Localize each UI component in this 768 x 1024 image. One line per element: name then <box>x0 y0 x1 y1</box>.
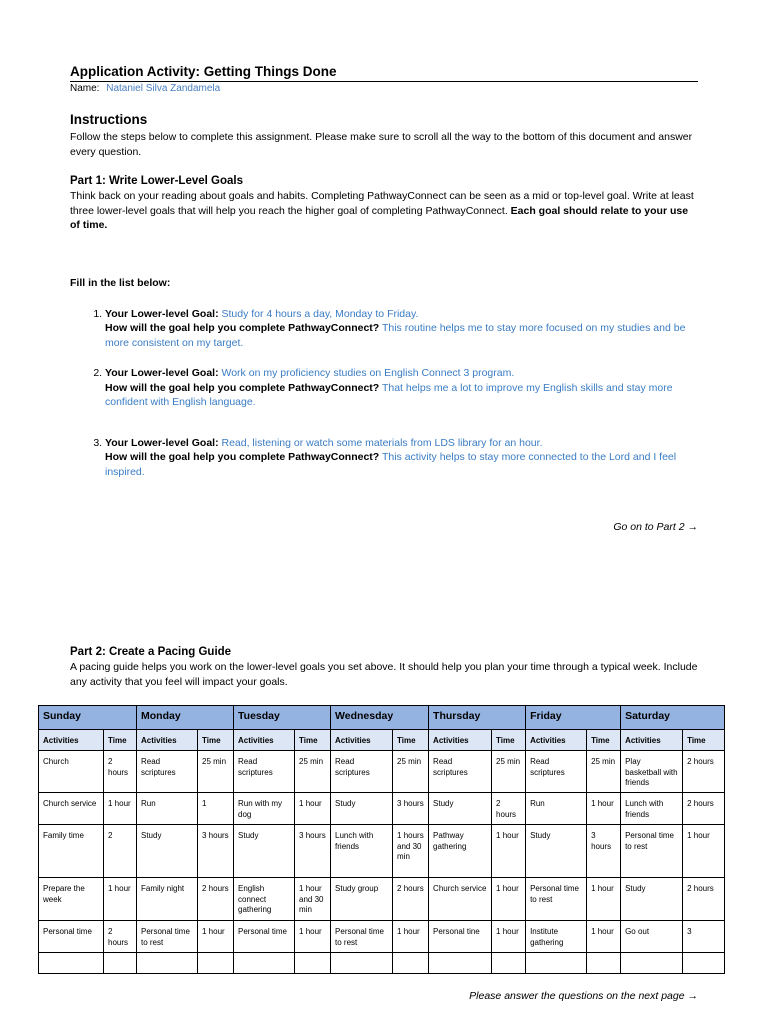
goal-answer[interactable]: Work on my proficiency studies on English Connect 3 program. <box>221 367 515 379</box>
activity-cell[interactable]: Study <box>331 793 393 825</box>
activity-cell[interactable]: Church <box>39 751 104 793</box>
activity-cell[interactable]: Read scriptures <box>429 751 492 793</box>
activity-cell[interactable]: Read scriptures <box>526 751 587 793</box>
day-header-friday: Friday <box>526 706 621 730</box>
time-cell[interactable]: 2 <box>104 825 137 878</box>
activity-cell[interactable]: Family time <box>39 825 104 878</box>
activity-cell[interactable]: Study <box>429 793 492 825</box>
time-column-header: Time <box>198 730 234 751</box>
part2-heading: Part 2: Create a Pacing Guide <box>70 646 232 658</box>
document-title: Application Activity: Getting Things Done <box>70 64 698 82</box>
time-cell[interactable]: 2 hours <box>683 793 725 825</box>
activities-column-header: Activities <box>621 730 683 751</box>
time-column-header: Time <box>587 730 621 751</box>
time-cell[interactable]: 3 hours <box>198 825 234 878</box>
time-cell[interactable]: 1 hour <box>198 921 234 953</box>
name-line <box>70 83 698 94</box>
how-label: How will the goal help you complete PathwayConnect? <box>105 322 380 334</box>
activity-cell[interactable] <box>137 953 198 974</box>
goal-label: Your Lower-level Goal: <box>105 307 219 320</box>
part2-text: A pacing guide helps you work on the lower-level goals you set above. It should help you plan your time through a typical week. Include any activity that you feel will impact your goals. <box>70 661 698 688</box>
activity-cell[interactable]: Personal time to rest <box>621 825 683 878</box>
day-header-row <box>39 706 725 730</box>
time-cell[interactable] <box>198 953 234 974</box>
activities-column-header: Activities <box>526 730 587 751</box>
name-label: Name: <box>70 83 100 94</box>
activity-cell[interactable]: Pathway gathering <box>429 825 492 878</box>
activity-cell[interactable]: Family night <box>137 878 198 921</box>
activity-cell[interactable]: Study <box>621 878 683 921</box>
time-cell[interactable]: 3 hours <box>587 825 621 878</box>
time-cell[interactable]: 2 hours <box>104 921 137 953</box>
day-header-monday: Monday <box>137 706 234 730</box>
goal-item <box>105 307 698 351</box>
table-row <box>39 825 725 878</box>
day-header-sunday: Sunday <box>39 706 137 730</box>
time-cell[interactable] <box>683 953 725 974</box>
activity-cell[interactable]: Personal time to rest <box>526 878 587 921</box>
activity-cell[interactable]: Play basketball with friends <box>621 751 683 793</box>
how-answer[interactable]: This routine helps me to stay more focused on my studies and be more consistent on my target. <box>105 322 686 349</box>
activity-cell[interactable]: Personal time to rest <box>137 921 198 953</box>
activity-cell[interactable] <box>331 953 393 974</box>
activity-cell[interactable]: Run <box>137 793 198 825</box>
time-cell[interactable]: 25 min <box>587 751 621 793</box>
goal-item <box>105 366 698 410</box>
time-cell[interactable]: 25 min <box>295 751 331 793</box>
time-cell[interactable]: 25 min <box>198 751 234 793</box>
how-answer[interactable]: That helps me a lot to improve my English skills and stay more confident with English language. <box>105 381 673 408</box>
pacing-guide-table <box>38 705 725 974</box>
day-header-thursday: Thursday <box>429 706 526 730</box>
activities-column-header: Activities <box>39 730 104 751</box>
activities-column-header: Activities <box>137 730 198 751</box>
table-row <box>39 921 725 953</box>
activity-cell[interactable]: Study <box>526 825 587 878</box>
activity-cell[interactable]: Lunch with friends <box>621 793 683 825</box>
time-cell[interactable] <box>587 953 621 974</box>
activity-cell[interactable]: Read scriptures <box>137 751 198 793</box>
goal-answer[interactable]: Read, listening or watch some materials from LDS library for an hour. <box>221 436 543 449</box>
time-cell[interactable] <box>104 953 137 974</box>
time-cell[interactable] <box>393 953 429 974</box>
table-row <box>39 953 725 974</box>
time-cell[interactable]: 1 hour <box>393 921 429 953</box>
activity-cell[interactable] <box>621 953 683 974</box>
time-cell[interactable]: 25 min <box>393 751 429 793</box>
document-page <box>70 64 698 533</box>
time-column-header: Time <box>295 730 331 751</box>
time-column-header: Time <box>492 730 526 751</box>
activity-cell[interactable]: Study <box>137 825 198 878</box>
time-cell[interactable]: 1 hour and 30 min <box>295 878 331 921</box>
activity-cell[interactable]: Personal tine <box>429 921 492 953</box>
go-to-part2-note <box>70 521 698 533</box>
activity-cell[interactable]: Study <box>234 825 295 878</box>
footer-note <box>469 990 698 1002</box>
activity-cell[interactable]: Lunch with friends <box>331 825 393 878</box>
day-header-tuesday: Tuesday <box>234 706 331 730</box>
column-header-row <box>39 730 725 751</box>
time-cell[interactable]: 1 hour <box>492 878 526 921</box>
time-cell[interactable] <box>295 953 331 974</box>
time-cell[interactable]: 3 hours <box>295 825 331 878</box>
time-cell[interactable]: 1 hour <box>295 793 331 825</box>
arrow-right-icon: → <box>687 521 698 533</box>
activity-cell[interactable]: Run with my dog <box>234 793 295 825</box>
time-cell[interactable]: 1 hours and 30 min <box>393 825 429 878</box>
time-column-header: Time <box>683 730 725 751</box>
how-label: How will the goal help you complete PathwayConnect? <box>105 381 380 394</box>
part1-text-body: Think back on your reading about goals and habits. Completing PathwayConnect can be seen as a mid or top-level goal. Write at least three lower-level goals that will help you reach the higher goal of completing PathwayConnect. <box>70 190 694 217</box>
goal-list <box>70 307 698 480</box>
time-cell[interactable] <box>492 953 526 974</box>
activity-cell[interactable]: Prepare the week <box>39 878 104 921</box>
time-cell[interactable]: 25 min <box>492 751 526 793</box>
activity-cell[interactable]: Read scriptures <box>234 751 295 793</box>
activities-column-header: Activities <box>331 730 393 751</box>
activity-cell[interactable]: Go out <box>621 921 683 953</box>
table-row <box>39 751 725 793</box>
activity-cell[interactable] <box>526 953 587 974</box>
arrow-right-icon: → <box>687 990 698 1002</box>
activities-column-header: Activities <box>234 730 295 751</box>
activity-cell[interactable]: Study group <box>331 878 393 921</box>
time-cell[interactable]: 2 hours <box>393 878 429 921</box>
table-row <box>39 793 725 825</box>
time-cell[interactable]: 2 hours <box>683 751 725 793</box>
activity-cell[interactable] <box>39 953 104 974</box>
activity-cell[interactable] <box>429 953 492 974</box>
table-row <box>39 878 725 921</box>
activity-cell[interactable]: English connect gathering <box>234 878 295 921</box>
activities-column-header: Activities <box>429 730 492 751</box>
time-cell[interactable]: 1 hour <box>492 825 526 878</box>
time-cell[interactable]: 3 hours <box>393 793 429 825</box>
time-cell[interactable]: 2 hours <box>683 878 725 921</box>
activity-cell[interactable]: Read scriptures <box>331 751 393 793</box>
time-cell[interactable]: 1 hour <box>104 793 137 825</box>
instructions-text: Follow the steps below to complete this assignment. Please make sure to scroll all the way to the bottom of this document and answer every question. <box>70 131 693 158</box>
time-column-header: Time <box>393 730 429 751</box>
time-cell[interactable]: 2 hours <box>198 878 234 921</box>
time-cell[interactable]: 1 hour <box>492 921 526 953</box>
activity-cell[interactable] <box>234 953 295 974</box>
goal-label: Your Lower-level Goal: <box>105 367 219 379</box>
activity-cell[interactable]: Church service <box>39 793 104 825</box>
activity-cell[interactable]: Personal time <box>234 921 295 953</box>
activity-cell[interactable]: Run <box>526 793 587 825</box>
time-cell[interactable]: 1 <box>198 793 234 825</box>
part1-text <box>70 189 698 233</box>
activity-cell[interactable]: Personal time to rest <box>331 921 393 953</box>
activity-cell[interactable]: Personal time <box>39 921 104 953</box>
footer-note-text: Please answer the questions on the next page <box>469 990 685 1002</box>
time-cell[interactable]: 1 hour <box>683 825 725 878</box>
goal-answer[interactable]: Study for 4 hours a day, Monday to Friday. <box>221 307 419 320</box>
goal-item <box>105 436 698 480</box>
how-answer[interactable]: This activity helps to stay more connected to the Lord and I feel inspired. <box>105 451 677 478</box>
time-cell[interactable]: 2 hours <box>492 793 526 825</box>
go-to-part2-text: Go on to Part 2 <box>613 521 685 533</box>
instructions-heading: Instructions <box>70 112 148 127</box>
fill-list-label: Fill in the list below: <box>70 276 171 289</box>
time-column-header: Time <box>104 730 137 751</box>
time-cell[interactable]: 1 hour <box>587 878 621 921</box>
part2-section <box>70 646 698 689</box>
time-cell[interactable]: 2 hours <box>104 751 137 793</box>
how-label: How will the goal help you complete PathwayConnect? <box>105 451 380 463</box>
time-cell[interactable]: 1 hour <box>587 921 621 953</box>
time-cell[interactable]: 1 hour <box>587 793 621 825</box>
time-cell[interactable]: 1 hour <box>104 878 137 921</box>
part1-heading: Part 1: Write Lower-Level Goals <box>70 175 243 187</box>
goal-label: Your Lower-level Goal: <box>105 436 219 449</box>
name-value: Nataniel Silva Zandamela <box>106 83 221 94</box>
day-header-wednesday: Wednesday <box>331 706 429 730</box>
day-header-saturday: Saturday <box>621 706 725 730</box>
activity-cell[interactable]: Church service <box>429 878 492 921</box>
activity-cell[interactable]: Institute gathering <box>526 921 587 953</box>
part1-text-bold: Each goal should relate to your use of time. <box>70 204 689 231</box>
time-cell[interactable]: 3 <box>683 921 725 953</box>
time-cell[interactable]: 1 hour <box>295 921 331 953</box>
